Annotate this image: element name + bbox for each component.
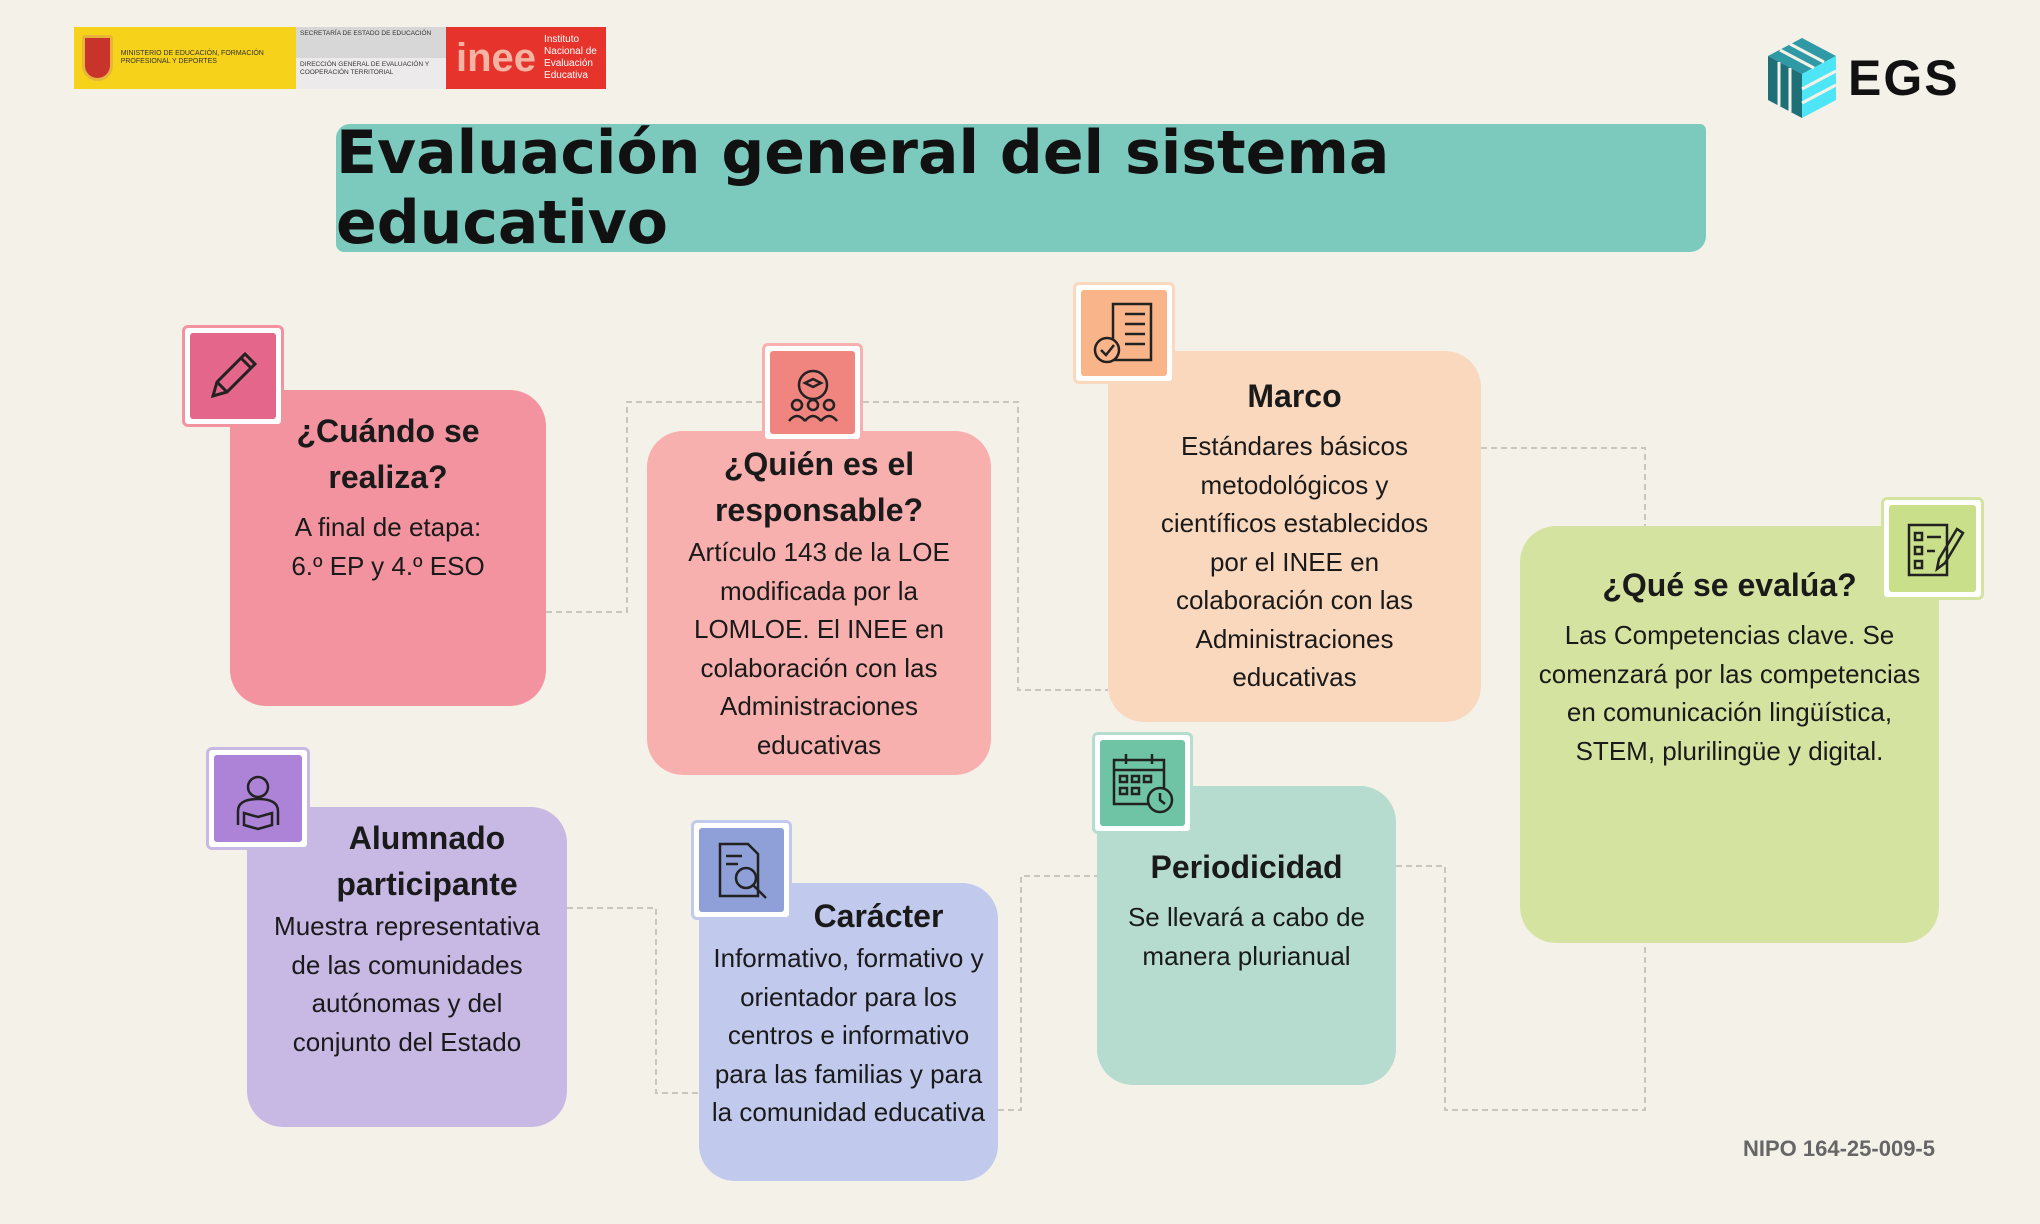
card-marco bbox=[1108, 351, 1481, 722]
card-text: Las Competencias clave. Se comenzará por las competencias en comunicación lingüística, STEM, plurilingüe y digital. bbox=[1538, 620, 1921, 766]
nipo-code: NIPO 164-25-009-5 bbox=[1743, 1136, 1935, 1161]
card-title: ¿Cuándo se realiza? bbox=[296, 413, 480, 495]
card-text: Estándares básicos metodológicos y científicos establecidos por el INEE en colaboración con las Administraciones educativas bbox=[1160, 431, 1429, 692]
page-title: Evaluación general del sistema educativo bbox=[336, 118, 1390, 258]
government-logos bbox=[74, 27, 606, 89]
card-title: Carácter bbox=[813, 898, 944, 934]
ministry-name: MINISTERIO DE EDUCACIÓN, FORMACIÓN PROFESIONAL Y DEPORTES bbox=[120, 50, 264, 65]
title-banner bbox=[336, 118, 1706, 258]
secretariat-logo bbox=[296, 27, 446, 89]
inee-logo bbox=[446, 27, 606, 89]
card-text: Muestra representativa de las comunidades autónomas y del conjunto del Estado bbox=[274, 911, 540, 1057]
egs-logo bbox=[1766, 36, 1960, 120]
card-title: Alumnado participante bbox=[336, 820, 518, 902]
checklist-pen-icon bbox=[1881, 497, 1984, 600]
card-text: Se llevará a cabo de manera plurianual bbox=[1127, 902, 1366, 971]
card-title: ¿Quién es el responsable? bbox=[714, 446, 924, 528]
card-text: A final de etapa: 6.º EP y 4.º ESO bbox=[291, 512, 485, 581]
card-que bbox=[1520, 526, 1939, 943]
ministry-logo bbox=[74, 27, 296, 89]
document-search-icon bbox=[691, 820, 792, 920]
card-quien bbox=[647, 431, 991, 775]
card-alumnado bbox=[247, 807, 567, 1127]
card-title: ¿Qué se evalúa? bbox=[1602, 567, 1857, 603]
card-caracter bbox=[699, 883, 998, 1181]
card-cuando bbox=[230, 390, 546, 706]
pencil-icon bbox=[182, 325, 284, 427]
egs-wordmark: EGS bbox=[1848, 50, 1960, 106]
cube-icon bbox=[1766, 36, 1838, 120]
coat-of-arms-icon bbox=[82, 35, 113, 81]
checklist-document-icon bbox=[1073, 282, 1175, 384]
card-text: Artículo 143 de la LOE modificada por la LOMLOE. El INEE en colaboración con las Administraciones educativas bbox=[688, 537, 950, 760]
directorate-name: DIRECCIÓN GENERAL DE EVALUACIÓN Y COOPERACIÓN TERRITORIAL bbox=[300, 61, 430, 76]
inee-mark: inee bbox=[456, 35, 537, 80]
student-reading-icon bbox=[206, 747, 310, 850]
card-text: Informativo, formativo y orientador para los centros e informativo para las familias y para la comunidad educativa bbox=[711, 943, 986, 1127]
card-title: Marco bbox=[1247, 378, 1342, 414]
card-title: Periodicidad bbox=[1150, 849, 1343, 885]
graduate-group-icon bbox=[762, 343, 863, 442]
secretariat-name: SECRETARÍA DE ESTADO DE EDUCACIÓN bbox=[296, 27, 446, 58]
calendar-clock-icon bbox=[1092, 732, 1193, 834]
inee-name: Instituto Nacional de Evaluación Educativa bbox=[544, 34, 597, 81]
